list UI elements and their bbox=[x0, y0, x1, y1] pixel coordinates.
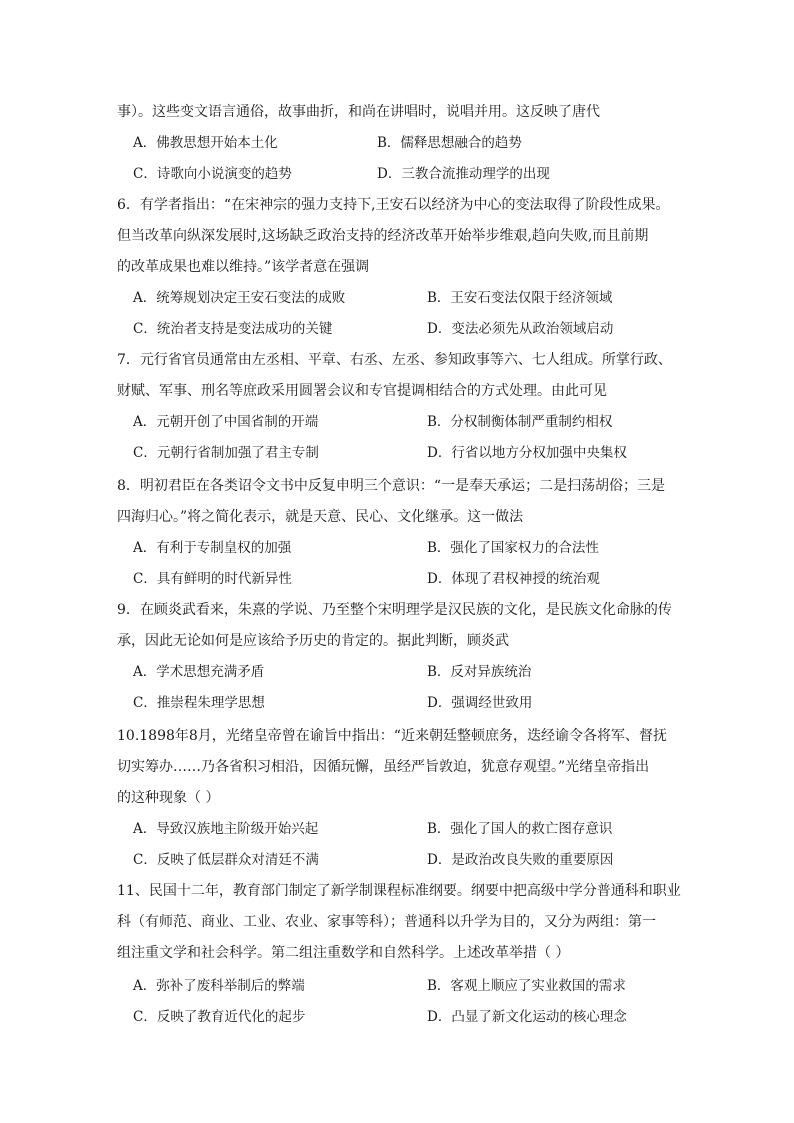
option-c: C．诗歌向小说演变的趋势 bbox=[133, 166, 292, 182]
question-10-option-c: C．反映了低层群众对清廷不满 bbox=[133, 852, 319, 868]
question-7-option-b: B．分权制衡体制严重制约相权 bbox=[427, 414, 613, 430]
question-11-option-c: C．反映了教育近代化的起步 bbox=[133, 1009, 306, 1025]
question-text-line: 事）。这些变文语言通俗，故事曲折，和尚在讲唱时，说唱并用。这反映了唐代 bbox=[117, 104, 600, 120]
question-9-option-b: B．反对异族统治 bbox=[427, 664, 532, 680]
option-b: B．儒释思想融合的趋势 bbox=[377, 135, 522, 151]
question-11-line-3: 组注重文学和社会科学。第二组注重数学和自然科学。上述改革举措（ ） bbox=[117, 945, 570, 961]
question-11-option-b: B．客观上顺应了实业救国的需求 bbox=[427, 978, 626, 994]
question-6-option-c: C．统治者支持是变法成功的关键 bbox=[133, 321, 333, 337]
question-10-option-d: D．是政治改良失败的重要原因 bbox=[427, 852, 614, 868]
question-9-line-1: 9．在顾炎武看来，朱熹的学说、乃至整个宋明理学是汉民族的文化，是民族文化命脉的传 bbox=[117, 602, 672, 618]
question-7-option-d: D．行省以地方分权加强中央集权 bbox=[427, 445, 627, 461]
question-7-line-2: 财赋、军事、刑名等庶政采用圆署会议和专官提调相结合的方式处理。由此可见 bbox=[117, 383, 607, 399]
question-8-line-1: 8．明初君臣在各类诏令文书中反复申明三个意识：“一是奉天承运；二是扫荡胡俗；三是 bbox=[117, 478, 666, 494]
question-6-option-d: D．变法必须先从政治领域启动 bbox=[427, 321, 614, 337]
question-6-line-1: 6．有学者指出：“在宋神宗的强力支持下,王安石以经济为中心的变法取得了阶段性成果。 bbox=[117, 197, 670, 213]
question-6-line-3: 的改革成果也难以维持。”该学者意在强调 bbox=[117, 259, 370, 275]
question-10-line-2: 切实筹办……乃各省积习相沿，因循玩懈，虽经严旨敦迫，犹意存观望。”光绪皇帝指出 bbox=[117, 759, 650, 775]
question-8-option-d: D．体现了君权神授的统治观 bbox=[427, 571, 600, 587]
question-6-option-b: B．王安石变法仅限于经济领域 bbox=[427, 290, 613, 306]
question-8-option-c: C．具有鲜明的时代新异性 bbox=[133, 571, 292, 587]
question-9-line-2: 承，因此无论如何是应该给予历史的肯定的。据此判断，顾炎武 bbox=[117, 633, 509, 649]
question-10-option-b: B．强化了国人的救亡图存意识 bbox=[427, 821, 613, 837]
option-a: A．佛教思想开始本土化 bbox=[133, 135, 278, 151]
question-9-option-c: C．推崇程朱理学思想 bbox=[133, 695, 265, 711]
question-8-option-b: B．强化了国家权力的合法性 bbox=[427, 540, 599, 556]
question-8-option-a: A．有利于专制皇权的加强 bbox=[133, 540, 292, 556]
question-11-option-d: D．凸显了新文化运动的核心理念 bbox=[427, 1009, 627, 1025]
question-6-option-a: A．统筹规划决定王安石变法的成败 bbox=[133, 290, 346, 306]
question-11-option-a: A．弥补了废科举制后的弊端 bbox=[133, 978, 305, 994]
question-7-line-1: 7．元行省官员通常由左丞相、平章、右丞、左丞、参知政事等六、七人组成。所掌行政、 bbox=[117, 352, 672, 368]
question-7-option-c: C．元朝行省制加强了君主专制 bbox=[133, 445, 319, 461]
question-7-option-a: A．元朝开创了中国省制的开端 bbox=[133, 414, 319, 430]
question-6-line-2: 但当改革向纵深发展时,这场缺乏政治支持的经济改革开始举步维艰,趋向失败,而且前期 bbox=[117, 228, 649, 244]
question-11-line-1: 11、民国十二年，教育部门制定了新学制课程标准纲要。纲要中把高级中学分普通科和职业 bbox=[117, 883, 681, 899]
option-d: D．三教合流推动理学的出现 bbox=[377, 166, 550, 182]
question-10-line-1: 10.1898年8月，光绪皇帝曾在谕旨中指出：“近来朝廷整顿庶务，迭经谕令各将军、督抚 bbox=[117, 728, 667, 744]
question-9-option-d: D．强调经世致用 bbox=[427, 695, 533, 711]
question-11-line-2: 科（有师范、商业、工业、农业、家事等科）；普通科以升学为目的，又分为两组：第一 bbox=[117, 914, 656, 930]
question-8-line-2: 四海归心。”将之简化表示，就是天意、民心、文化继承。这一做法 bbox=[117, 509, 524, 525]
question-9-option-a: A．学术思想充满矛盾 bbox=[133, 664, 265, 680]
question-10-option-a: A．导致汉族地主阶级开始兴起 bbox=[133, 821, 319, 837]
question-10-line-3: 的这种现象（ ） bbox=[117, 790, 220, 806]
